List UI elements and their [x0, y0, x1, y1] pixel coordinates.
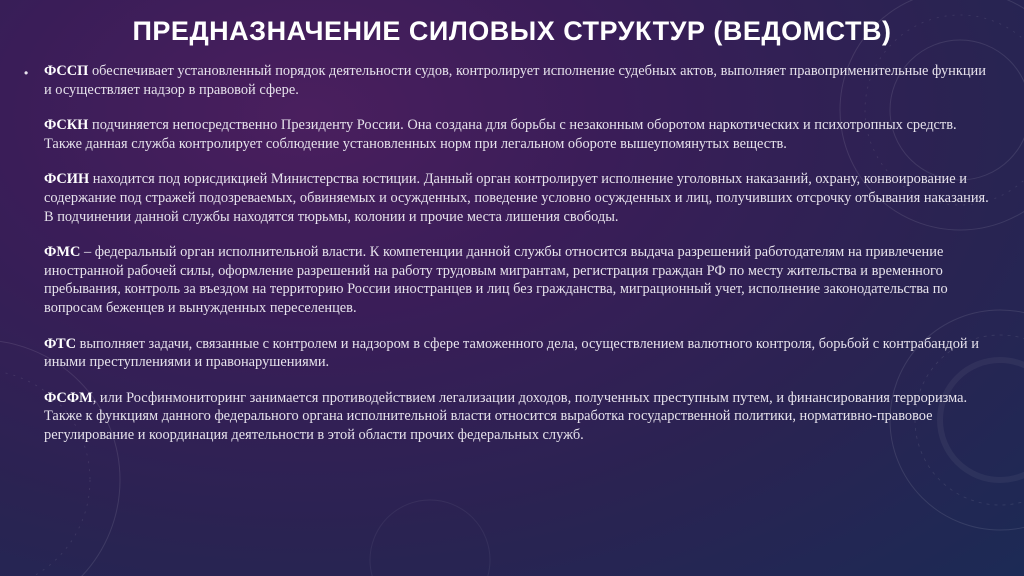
paragraph-fsin: [44, 170, 994, 226]
agency-abbr: ФСКН: [44, 117, 89, 134]
slide-title: ПРЕДНАЗНАЧЕНИЕ СИЛОВЫХ СТРУКТУР (ВЕДОМСТВ): [132, 16, 892, 46]
bullet-marker: •: [24, 66, 29, 80]
agency-abbr: ФМС: [44, 244, 81, 261]
agency-description: , или Росфинмониторинг занимается противодействием легализации доходов, полученных преступным путем, и финансирования терроризма. Также к функциям данного федерального органа исполнительной власти относится выработка государственной политики, нормативно-правовое регулирование и координация деятельности в этой области прочих федеральных служб.: [44, 389, 968, 443]
agency-abbr: ФССП: [44, 63, 89, 79]
agency-abbr: ФСИН: [44, 171, 90, 188]
agency-description: обеспечивает установленный порядок деятельности судов, контролирует исполнение судебных актов, выполняет правоприменительные функции и осуществляет надзор в правовой сфере.: [44, 63, 986, 98]
agency-description: – федеральный орган исполнительной власти. К компетенции данной службы относится выдача разрешений работодателям на привлечение иностранной рабочей силы, оформление разрешений на работу трудовым мигрантам, регистрация граждан РФ по месту жительства и временного пребывания, контроль за въездом на территорию России иностранцев и лиц без гражданства, миграционный учет, исполнение законодательства по вопросам беженцев и вынужденных переселенцев.: [44, 244, 948, 316]
agency-description: подчиняется непосредственно Президенту России. Она создана для борьбы с незаконным оборотом наркотических и психотропных средств. Также данная служба контролирует соблюдение установленных норм при легальном обороте вышеупомянутых веществ.: [44, 117, 957, 152]
paragraph-fskn: [44, 116, 994, 153]
slide-body: [44, 62, 994, 445]
agency-description: находится под юрисдикцией Министерства юстиции. Данный орган контролирует исполнение уголовных наказаний, охрану, конвоирование и содержание под стражей подозреваемых, обвиняемых и осужденных, поведение условно осужденных и лиц, получивших отсрочку отбывания наказания. В подчинении данной службы находятся тюрьмы, колонии и прочие места лишения свободы.: [44, 171, 989, 225]
agency-abbr: ФТС: [44, 335, 76, 352]
agency-abbr: ФСФМ: [44, 389, 93, 406]
paragraph-fms: [44, 243, 994, 317]
paragraph-fts: [44, 335, 994, 372]
paragraph-fssp: [44, 62, 994, 99]
paragraph-fsfm: [44, 389, 994, 445]
agency-description: выполняет задачи, связанные с контролем и надзором в сфере таможенного дела, осуществлением валютного контроля, борьбой с контрабандой и иными преступлениями и правонарушениями.: [44, 335, 979, 371]
